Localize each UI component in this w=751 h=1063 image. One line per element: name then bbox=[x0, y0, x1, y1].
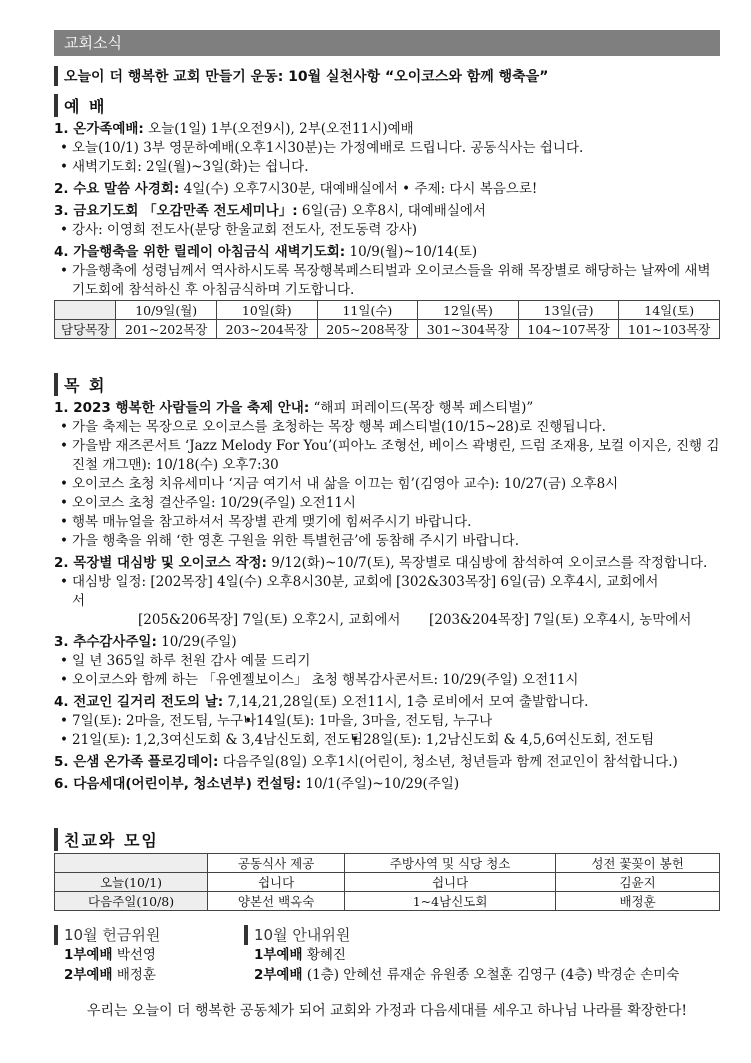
list-item: • 21일(토): 1,2,3여신도회 & 3,4남신도회, 전도팀 bbox=[72, 731, 363, 750]
list-item: • 가을 행축을 위해 ‘한 영혼 구원을 위한 특별헌금’에 동참해 주시기 바랍니다. bbox=[72, 532, 720, 551]
list-item: • 가을밤 재즈콘서트 ‘Jazz Melody For You’(피아노 조형선, 베이스 곽병린, 드럼 조재용, 보컬 이지은, 진행 김진철 개그맨): 10/18(수) 오후7:30 bbox=[72, 437, 720, 475]
table-header: 주방사역 및 식당 청소 bbox=[345, 854, 556, 873]
mokhoe-item-1: 1. 2023 행복한 사람들의 가을 축제 안내: “해피 퍼레이드(목장 행복 페스티벌)” bbox=[54, 400, 534, 416]
list-item: • 오늘(10/1) 3부 영문하예배(오후1시30분)는 가정예배로 드립니다. 공동식사는 쉽니다. bbox=[72, 139, 720, 158]
fellowship-section-title: 친교와 모임 bbox=[54, 828, 720, 851]
mokhoe-item-1-bullets bbox=[54, 418, 720, 551]
table-cell: 101~103목장 bbox=[619, 320, 720, 339]
table-row: 다음주일(10/8) 양본선 백옥숙 1~4남신도회 배정훈 bbox=[55, 892, 720, 911]
table-cell: 205~208목장 bbox=[317, 320, 418, 339]
table-header: 13일(금) bbox=[518, 301, 619, 320]
mokhoe-item-6: 6. 다음세대(어린이부, 청소년부) 컨설팅: 10/1(주일)~10/29(주일) bbox=[54, 776, 460, 792]
footer-motto: 우리는 오늘이 더 행복한 공동체가 되어 교회와 가정과 다음세대를 세우고 하나님 나라를 확장한다! bbox=[87, 1003, 687, 1019]
worship-item-4: 4. 가을행축을 위한 릴레이 아침금식 새벽기도회: 10/9(월)~10/14(토) bbox=[54, 244, 478, 260]
table-header: 공동식사 제공 bbox=[208, 854, 345, 873]
fellowship-table bbox=[54, 853, 720, 911]
table-cell: 104~107목장 bbox=[518, 320, 619, 339]
list-item: • 14일(토): 1마을, 3마을, 전도팀, 누구나 bbox=[256, 712, 492, 731]
table-header: 10/9일(월) bbox=[116, 301, 217, 320]
table-header bbox=[55, 854, 208, 873]
list-item: • 오이코스 초청 결산주일: 10/29(주일) 오전11시 bbox=[72, 494, 720, 513]
table-header bbox=[55, 301, 116, 320]
page-title: 교회소식 bbox=[54, 30, 720, 56]
table-header: 성전 꽃꽂이 봉헌 bbox=[556, 854, 720, 873]
mokhoe-item-2: 2. 목장별 대심방 및 오이코스 작정: 9/12(화)~10/7(토), 목장별로 대심방에 참석하여 오이코스를 작정합니다. bbox=[54, 555, 708, 571]
list-item: • 7일(토): 2마을, 전도팀, 누구나 bbox=[72, 712, 256, 731]
list-item: • 오이코스와 함께 하는 「유엔젤보이스」 초청 행복감사콘서트: 10/29(주일) 오전11시 bbox=[72, 671, 720, 690]
list-item: • 행복 매뉴얼을 참고하셔서 목장별 관계 맺기에 힘써주시기 바랍니다. bbox=[72, 513, 720, 532]
usher-committee: 10월 안내위원 1부예배 황혜진 2부예배 (1층) 안혜선 류재순 유원종 오철훈 김영구 (4층) 박경순 손미숙 bbox=[244, 925, 720, 985]
table-cell: 담당목장 bbox=[55, 320, 116, 339]
table-row: 오늘(10/1) 쉽니다 쉽니다 김윤지 bbox=[55, 873, 720, 892]
schedule-line: [205&206목장] 7일(토) 오후2시, 교회에서 bbox=[138, 612, 401, 628]
mokhoe-item-5: 5. 은샘 온가족 플로깅데이: 다음주일(8일) 오후1시(어린이, 청소년, 청년들과 함께 전교인이 참석합니다.) bbox=[54, 754, 678, 770]
list-item: • 강사: 이영희 전도사(분당 한울교회 전도사, 전도동력 강사) bbox=[72, 221, 720, 240]
worship-section-title: 예 배 bbox=[54, 94, 720, 117]
worship-item-2: 2. 수요 말씀 사경회: 4일(수) 오후7시30분, 대예배실에서 • 주제: 다시 복음으로! bbox=[54, 181, 538, 197]
table-cell: 301~304목장 bbox=[418, 320, 519, 339]
worship-item-1: 1. 온가족예배: 오늘(1일) 1부(오전9시), 2부(오전11시)예배 bbox=[54, 121, 414, 137]
schedule-line: [203&204목장] 7일(토) 오후4시, 농막에서 bbox=[429, 612, 692, 628]
list-item: • 오이코스 초청 치유세미나 ‘지금 여기서 내 삶을 이끄는 힘’(김영아 교수): 10/27(금) 오후8시 bbox=[72, 475, 720, 494]
headline: 오늘이 더 행복한 교회 만들기 운동: 10월 실천사항 “오이코스와 함께 행축을” bbox=[54, 66, 720, 86]
mokhoe-item-4: 4. 전교인 길거리 전도의 날: 7,14,21,28일(토) 오전11시, 1층 로비에서 모여 출발합니다. bbox=[54, 694, 589, 710]
table-header: 12일(목) bbox=[418, 301, 519, 320]
list-item: • 가을행축에 성령님께서 역사하시도록 목장행복페스티벌과 오이코스들을 위해 목장별로 해당하는 날짜에 새벽기도회에 참석하신 후 아침금식하며 기도합니다. bbox=[72, 262, 720, 300]
worship-item-3: 3. 금요기도회 「오감만족 전도세미나」: 6일(금) 오후8시, 대예배실에서 bbox=[54, 203, 486, 219]
worship-item-1-bullets bbox=[54, 139, 720, 177]
list-item: • 새벽기도회: 2일(월)~3일(화)는 쉽니다. bbox=[72, 158, 720, 177]
committee-area bbox=[54, 925, 720, 985]
table-header: 14일(토) bbox=[619, 301, 720, 320]
offering-committee: 10월 헌금위원 1부예배 박선영 2부예배 배정훈 bbox=[54, 925, 244, 985]
prayer-schedule-table bbox=[54, 300, 720, 339]
list-item: • 일 년 365일 하루 천원 감사 예물 드리기 bbox=[72, 652, 720, 671]
table-header: 10일(화) bbox=[216, 301, 317, 320]
list-item: • 가을 축제는 목장으로 오이코스를 초청하는 목장 행복 페스티벌(10/15~28)로 진행됩니다. bbox=[72, 418, 720, 437]
list-item: • 28일(토): 1,2남신도회 & 4,5,6여신도회, 전도팀 bbox=[363, 731, 654, 750]
table-cell: 203~204목장 bbox=[216, 320, 317, 339]
mokhoe-section-title: 목 회 bbox=[54, 373, 720, 396]
table-header: 11일(수) bbox=[317, 301, 418, 320]
mokhoe-item-3: 3. 추수감사주일: 10/29(주일) bbox=[54, 634, 237, 650]
table-cell: 201~202목장 bbox=[116, 320, 217, 339]
list-item: • 대심방 일정: [202목장] 4일(수) 오후8시30분, 교회에서 [302&303목장] 6일(금) 오후4시, 교회에서 bbox=[72, 573, 720, 611]
page bbox=[54, 30, 720, 985]
